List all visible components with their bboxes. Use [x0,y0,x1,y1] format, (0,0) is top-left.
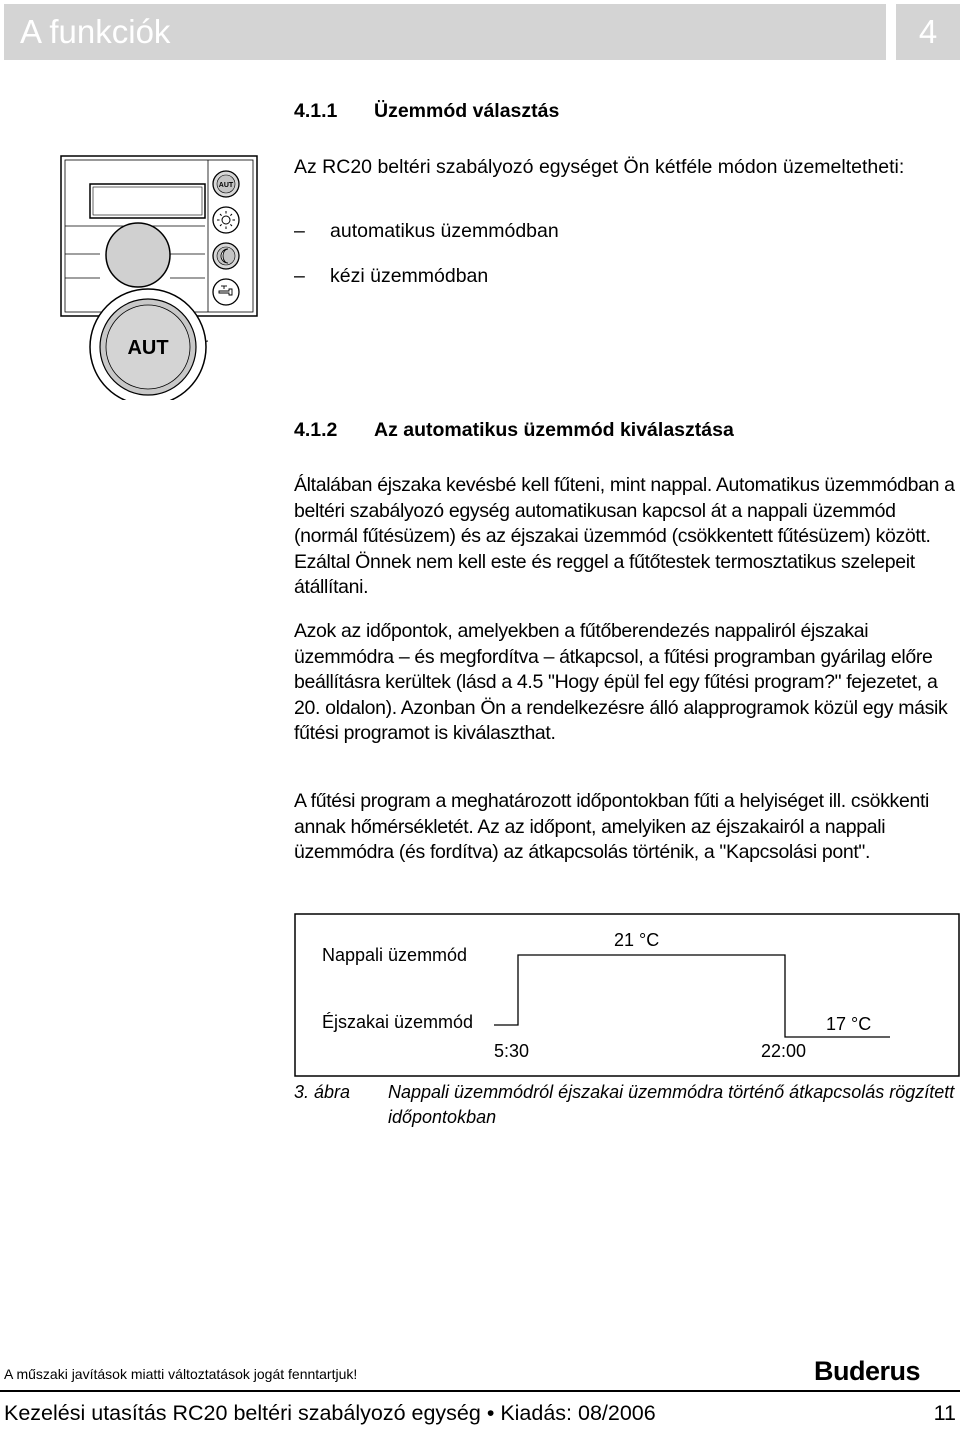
section-number: 4.1.2 [294,419,338,441]
aut-small-label: AUT [218,182,234,189]
list-item-text: automatikus üzemmódban [330,220,559,242]
section-number: 4.1.1 [294,100,338,122]
footer-rule [0,1390,960,1392]
paragraph: Általában éjszaka kevésbé kell fűteni, mint nappal. Automatikus üzemmódban a beltéri szabályozó egység automatikusan kapcsol át a nappali üzemmód (normál fűtésüzem) és az éjszakai üzemmód (csökkentett fűtésüzem) között. Ezáltal Önnek nem kell este és reggel a fűtőtestek termosztatikus szelepeit átállítani. [294,474,955,598]
list-item [294,220,559,243]
paragraph: A fűtési program a meghatározott időpontokban fűti a helyiséget ill. csökkenti annak hőmérsékletét. Az az időpont, amelyiken az éjszakairól a nappali üzemmódra (és fordítva) az átkapcsolás történik, a "Kapcsolási pont". [294,790,929,863]
figure-caption-number: 3. ábra [294,1082,351,1102]
dash-bullet: – [294,265,305,287]
list-item-text: kézi üzemmódban [330,265,489,287]
night-mode-label: Éjszakai üzemmód [322,1012,474,1032]
figure-caption-text: Nappali üzemmódról éjszakai üzemmódra történő átkapcsolás rögzített időpontokban [388,1082,955,1127]
section-title: Üzemmód választás [374,100,560,122]
section-title: Az automatikus üzemmód kiválasztása [374,419,734,441]
aut-large-label: AUT [127,337,169,359]
day-temperature: 21 °C [614,930,660,950]
day-mode-label: Nappali üzemmód [322,945,468,965]
section-intro: Az RC20 beltéri szabályozó egységet Ön kétféle módon üzemeltetheti: [294,156,905,178]
document-footer: Kezelési utasítás RC20 beltéri szabályozó egység • Kiadás: 08/2006 [4,1401,656,1425]
tap-icon [213,279,239,305]
moon-icon [213,243,239,269]
sun-icon [213,207,239,233]
aut-button-icon [213,171,239,197]
paragraph: Azok az időpontok, amelyekben a fűtőberendezés nappaliról éjszakai üzemmódra – és megfordítva – átkapcsol, a fűtési programban gyárilag előre beállításra kerültek (lásd a 4.5 "Hogy épül fel egy fűtési program?" fejezetet, a 20. oldalon). Azonban Ön a rendelkezésre álló alapprogramok közül egy másik fűtési programot is kiválaszthat. [294,620,948,744]
footnote: A műszaki javítások miatti változtatások jogát fenntartjuk! [4,1366,358,1382]
switching-diagram [294,913,960,1077]
dash-bullet: – [294,220,305,242]
page-number: 11 [933,1401,956,1425]
switch-time-on: 5:30 [494,1041,530,1061]
switch-time-off: 22:00 [761,1041,807,1061]
aut-button-large [90,289,206,400]
section-heading-4-1-1 [294,100,559,123]
chapter-number: 4 [896,4,960,60]
section-heading-4-1-2 [294,419,734,442]
chapter-title: A funkciók [4,4,886,60]
rc20-controller-illustration [60,150,280,400]
buderus-logo: Buderus [814,1356,921,1386]
list-item [294,265,488,288]
night-temperature: 17 °C [826,1014,872,1034]
